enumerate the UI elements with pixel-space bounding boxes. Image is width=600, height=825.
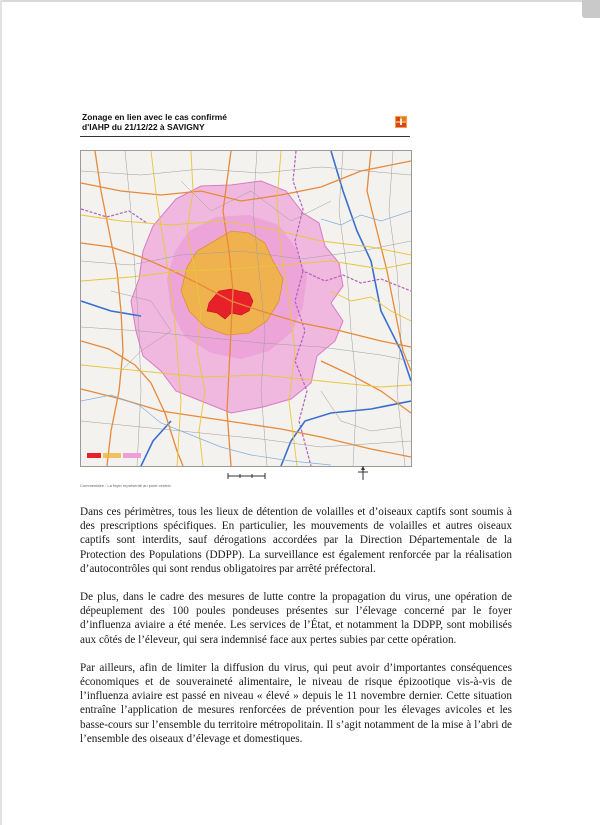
scan-corner xyxy=(582,0,600,18)
paragraph-surveillance: Dans ces périmètres, tous les lieux de détention de volailles et d’oiseaux captifs sont soumis à des prescriptions spécifiques. En particulier, les mouvements de volailles et autres oiseaux captifs sont interdits, sauf dérogations accordées par la Direction Départementale de la Protection des Populations (DDPP). La surveillance est également renforcée par la réalisation d’autocontrôles qui sont rendus obligatoires par arrêté préfectoral. xyxy=(80,506,512,575)
scale-bar xyxy=(227,472,267,480)
zoning-map-svg xyxy=(81,151,411,466)
map-header xyxy=(80,112,410,137)
paragraph-risque: Par ailleurs, afin de limiter la diffusion du virus, qui peut avoir d’importantes conséquences économiques et de souveraineté alimentaire, le niveau de risque épizootique vis-à-vis de l’influenza aviaire est passé en niveau « élevé » depuis le 11 novembre dernier. Cette situation entraîne l’application de mesures renforcées de prévention pour les élevages avicoles et les basse-cours sur l’ensemble du territoire métropolitain. Il s’agit notamment de la mise à l’abri de l’ensemble des oiseaux d’élevage et domestiques. xyxy=(80,661,512,745)
map-title xyxy=(82,112,227,132)
north-arrow-icon xyxy=(358,466,368,480)
map-title-line1: Zonage en lien avec le cas confirmé xyxy=(82,112,228,122)
prefecture-logo-icon xyxy=(395,116,407,128)
zoning-map xyxy=(80,150,412,467)
map-legend-mark xyxy=(87,453,141,458)
map-footer xyxy=(80,466,412,494)
scan-edge-left xyxy=(0,0,2,825)
map-title-line2: d'IAHP du 21/12/22 à SAVIGNY xyxy=(82,122,205,132)
body-text xyxy=(80,505,512,760)
scan-edge-top xyxy=(0,0,600,2)
paragraph-depeuplement: De plus, dans le cadre des mesures de lutte contre la propagation du virus, une opération de dépeuplement des 100 poules pondeuses présentes sur l’élevage concerné par le foyer d’influenza aviaire a été menée. Les services de l’État, et notamment la DDPP, sont mobilisés aux côtés de l’éleveur, qui sera indemnisé face aux pertes subies par cette opération. xyxy=(80,591,512,646)
map-caption: Commentaire : La foyer représenté au point central xyxy=(80,483,171,488)
